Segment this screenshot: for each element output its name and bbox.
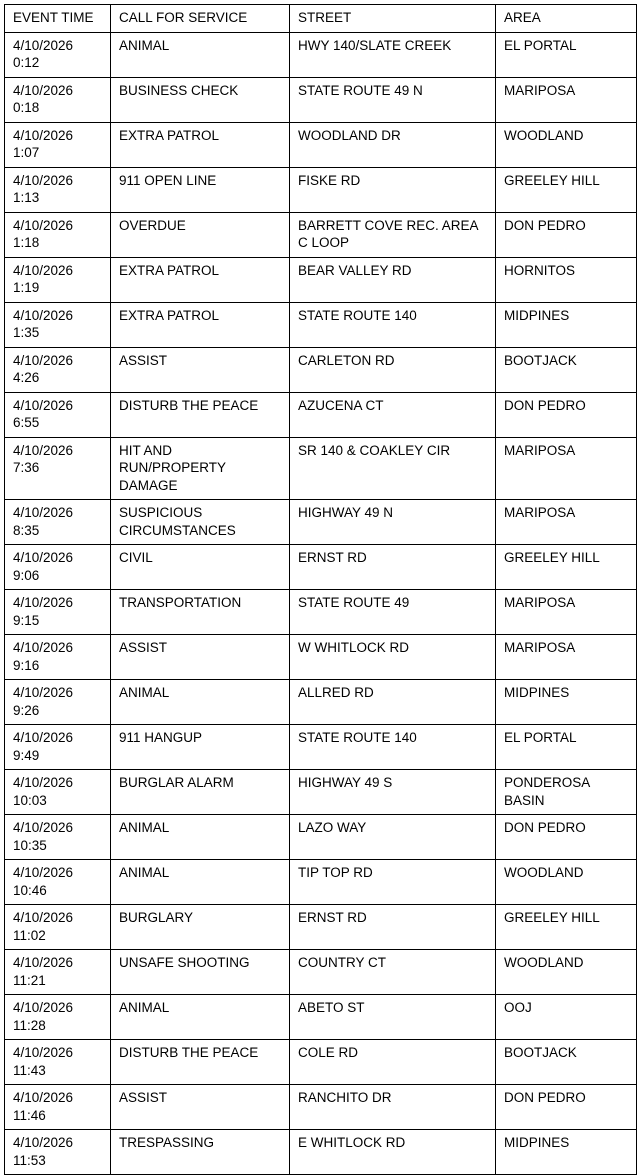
table-row xyxy=(5,347,637,392)
column-header-area: AREA xyxy=(496,5,637,33)
event-time-cell: 4/10/2026 11:02 xyxy=(5,905,111,950)
event-time-cell: 4/10/2026 7:36 xyxy=(5,437,111,500)
street-cell: ERNST RD xyxy=(290,905,496,950)
call-for-service-cell: BUSINESS CHECK xyxy=(111,77,290,122)
street-cell: COUNTRY CT xyxy=(290,950,496,995)
table-row xyxy=(5,500,637,545)
event-time-cell: 4/10/2026 0:12 xyxy=(5,32,111,77)
call-for-service-cell: BURGLARY xyxy=(111,905,290,950)
call-for-service-cell: BURGLAR ALARM xyxy=(111,770,290,815)
event-time-cell: 4/10/2026 10:35 xyxy=(5,815,111,860)
event-time-cell: 4/10/2026 9:49 xyxy=(5,725,111,770)
table-row xyxy=(5,635,637,680)
street-cell: RANCHITO DR xyxy=(290,1085,496,1130)
call-for-service-cell: ANIMAL xyxy=(111,995,290,1040)
event-time-cell: 4/10/2026 8:35 xyxy=(5,500,111,545)
street-cell: STATE ROUTE 140 xyxy=(290,725,496,770)
area-cell: WOODLAND xyxy=(496,950,637,995)
table-row xyxy=(5,77,637,122)
call-for-service-cell: EXTRA PATROL xyxy=(111,302,290,347)
call-for-service-cell: ANIMAL xyxy=(111,815,290,860)
area-cell: WOODLAND xyxy=(496,122,637,167)
area-cell: BOOTJACK xyxy=(496,1040,637,1085)
call-for-service-cell: HIT AND RUN/PROPERTY DAMAGE xyxy=(111,437,290,500)
table-row xyxy=(5,815,637,860)
event-time-cell: 4/10/2026 1:19 xyxy=(5,257,111,302)
event-time-cell: 4/10/2026 1:07 xyxy=(5,122,111,167)
call-for-service-table xyxy=(4,4,637,1175)
event-time-cell: 4/10/2026 11:28 xyxy=(5,995,111,1040)
call-for-service-cell: SUSPICIOUS CIRCUMSTANCES xyxy=(111,500,290,545)
call-for-service-cell: OVERDUE xyxy=(111,212,290,257)
area-cell: MARIPOSA xyxy=(496,590,637,635)
table-row xyxy=(5,725,637,770)
street-cell: LAZO WAY xyxy=(290,815,496,860)
street-cell: AZUCENA CT xyxy=(290,392,496,437)
street-cell: ERNST RD xyxy=(290,545,496,590)
event-time-cell: 4/10/2026 4:26 xyxy=(5,347,111,392)
column-header-street: STREET xyxy=(290,5,496,33)
event-time-cell: 4/10/2026 1:18 xyxy=(5,212,111,257)
column-header-event-time: EVENT TIME xyxy=(5,5,111,33)
table-row xyxy=(5,257,637,302)
event-time-cell: 4/10/2026 0:18 xyxy=(5,77,111,122)
call-for-service-cell: ASSIST xyxy=(111,635,290,680)
event-time-cell: 4/10/2026 9:15 xyxy=(5,590,111,635)
call-for-service-cell: TRANSPORTATION xyxy=(111,590,290,635)
call-for-service-cell: ANIMAL xyxy=(111,680,290,725)
street-cell: ALLRED RD xyxy=(290,680,496,725)
area-cell: MARIPOSA xyxy=(496,635,637,680)
area-cell: GREELEY HILL xyxy=(496,545,637,590)
street-cell: W WHITLOCK RD xyxy=(290,635,496,680)
street-cell: TIP TOP RD xyxy=(290,860,496,905)
street-cell: STATE ROUTE 49 N xyxy=(290,77,496,122)
street-cell: COLE RD xyxy=(290,1040,496,1085)
street-cell: FISKE RD xyxy=(290,167,496,212)
event-time-cell: 4/10/2026 10:03 xyxy=(5,770,111,815)
table-header xyxy=(5,5,637,33)
call-for-service-cell: CIVIL xyxy=(111,545,290,590)
table-row xyxy=(5,950,637,995)
street-cell: CARLETON RD xyxy=(290,347,496,392)
area-cell: MARIPOSA xyxy=(496,77,637,122)
event-time-cell: 4/10/2026 9:16 xyxy=(5,635,111,680)
event-time-cell: 4/10/2026 10:46 xyxy=(5,860,111,905)
area-cell: MARIPOSA xyxy=(496,500,637,545)
area-cell: PONDEROSA BASIN xyxy=(496,770,637,815)
table-body xyxy=(5,32,637,1175)
call-for-service-cell: TRESPASSING xyxy=(111,1130,290,1175)
call-for-service-cell: EXTRA PATROL xyxy=(111,257,290,302)
area-cell: DON PEDRO xyxy=(496,815,637,860)
area-cell: MARIPOSA xyxy=(496,437,637,500)
area-cell: MIDPINES xyxy=(496,302,637,347)
table-row xyxy=(5,905,637,950)
area-cell: EL PORTAL xyxy=(496,32,637,77)
street-cell: WOODLAND DR xyxy=(290,122,496,167)
call-for-service-cell: ASSIST xyxy=(111,347,290,392)
table-row xyxy=(5,590,637,635)
event-time-cell: 4/10/2026 9:26 xyxy=(5,680,111,725)
table-row xyxy=(5,995,637,1040)
street-cell: BEAR VALLEY RD xyxy=(290,257,496,302)
table-row xyxy=(5,860,637,905)
area-cell: HORNITOS xyxy=(496,257,637,302)
table-row xyxy=(5,212,637,257)
event-time-cell: 4/10/2026 11:53 xyxy=(5,1130,111,1175)
table-row xyxy=(5,437,637,500)
street-cell: ABETO ST xyxy=(290,995,496,1040)
street-cell: HIGHWAY 49 S xyxy=(290,770,496,815)
column-header-call-for-service: CALL FOR SERVICE xyxy=(111,5,290,33)
street-cell: STATE ROUTE 140 xyxy=(290,302,496,347)
call-for-service-cell: ANIMAL xyxy=(111,860,290,905)
event-time-cell: 4/10/2026 1:35 xyxy=(5,302,111,347)
area-cell: DON PEDRO xyxy=(496,212,637,257)
area-cell: BOOTJACK xyxy=(496,347,637,392)
event-time-cell: 4/10/2026 1:13 xyxy=(5,167,111,212)
table-row xyxy=(5,1040,637,1085)
call-for-service-cell: DISTURB THE PEACE xyxy=(111,392,290,437)
area-cell: GREELEY HILL xyxy=(496,905,637,950)
call-for-service-cell: EXTRA PATROL xyxy=(111,122,290,167)
table-row xyxy=(5,167,637,212)
header-row xyxy=(5,5,637,33)
call-for-service-cell: 911 HANGUP xyxy=(111,725,290,770)
table-row xyxy=(5,770,637,815)
street-cell: E WHITLOCK RD xyxy=(290,1130,496,1175)
table-row xyxy=(5,545,637,590)
call-for-service-cell: 911 OPEN LINE xyxy=(111,167,290,212)
event-time-cell: 4/10/2026 6:55 xyxy=(5,392,111,437)
street-cell: HWY 140/SLATE CREEK xyxy=(290,32,496,77)
area-cell: MIDPINES xyxy=(496,680,637,725)
table-row xyxy=(5,1085,637,1130)
call-for-service-cell: DISTURB THE PEACE xyxy=(111,1040,290,1085)
table-row xyxy=(5,1130,637,1175)
area-cell: MIDPINES xyxy=(496,1130,637,1175)
call-for-service-cell: ASSIST xyxy=(111,1085,290,1130)
area-cell: OOJ xyxy=(496,995,637,1040)
call-for-service-cell: UNSAFE SHOOTING xyxy=(111,950,290,995)
street-cell: HIGHWAY 49 N xyxy=(290,500,496,545)
street-cell: SR 140 & COAKLEY CIR xyxy=(290,437,496,500)
area-cell: GREELEY HILL xyxy=(496,167,637,212)
area-cell: DON PEDRO xyxy=(496,1085,637,1130)
table-row xyxy=(5,302,637,347)
table-row xyxy=(5,32,637,77)
event-time-cell: 4/10/2026 11:21 xyxy=(5,950,111,995)
call-for-service-cell: ANIMAL xyxy=(111,32,290,77)
table-row xyxy=(5,392,637,437)
area-cell: DON PEDRO xyxy=(496,392,637,437)
table-row xyxy=(5,122,637,167)
event-time-cell: 4/10/2026 9:06 xyxy=(5,545,111,590)
street-cell: STATE ROUTE 49 xyxy=(290,590,496,635)
event-time-cell: 4/10/2026 11:43 xyxy=(5,1040,111,1085)
area-cell: EL PORTAL xyxy=(496,725,637,770)
street-cell: BARRETT COVE REC. AREA C LOOP xyxy=(290,212,496,257)
area-cell: WOODLAND xyxy=(496,860,637,905)
table-row xyxy=(5,680,637,725)
event-time-cell: 4/10/2026 11:46 xyxy=(5,1085,111,1130)
